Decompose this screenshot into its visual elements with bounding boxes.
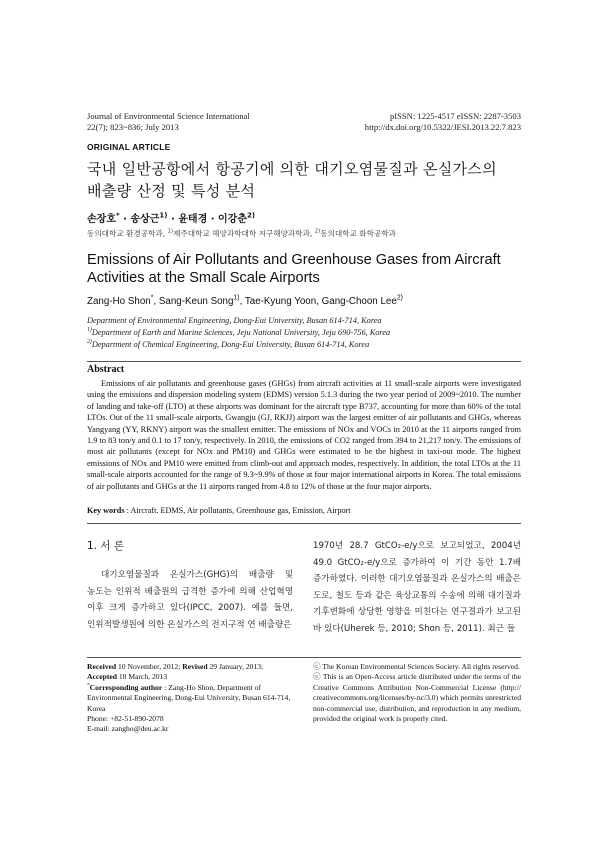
- korean-title-line1: 국내 일반공항에서 항공기에 의한 대기오염물질과 온실가스의: [87, 160, 497, 178]
- affil-mark: 1): [167, 228, 174, 235]
- affil-text: Department of Chemical Engineering, Dong-Eui University, Busan 614-714, Korea: [91, 340, 370, 349]
- accepted-label: Accepted: [87, 672, 117, 682]
- korean-title: [87, 158, 527, 202]
- keywords-text: : Aircraft. EDMS, Air pollutants, Greenhouse gas, Emission, Airport: [124, 506, 351, 515]
- body-left-column: [87, 538, 293, 633]
- journal-header: [87, 111, 250, 133]
- doi-link[interactable]: http://dx.doi.org/10.5322/JESI.2013.22.7.823: [364, 122, 521, 132]
- english-author-1: Zang-Ho Shon: [87, 296, 151, 307]
- korean-author-1: 손장호: [87, 214, 116, 225]
- author-mark: 2): [396, 294, 403, 302]
- korean-affiliations: [87, 228, 396, 239]
- accepted-date: 18 March, 2013: [116, 672, 168, 682]
- author-mark: *: [115, 211, 120, 220]
- english-affil-line2: [87, 327, 527, 339]
- english-affiliations: [87, 315, 527, 351]
- english-title: [87, 251, 527, 287]
- korean-title-line2: 배출량 산정 및 특성 분석: [87, 182, 256, 200]
- corresponding-author: [87, 683, 297, 714]
- author-mark: 2): [246, 211, 256, 220]
- received-date: 10 November, 2012;: [116, 662, 183, 671]
- english-affil-line1: Department of Environmental Engineering, Dong-Eui University, Busan 614-714, Korea: [87, 316, 382, 325]
- footnote-right: [313, 662, 521, 724]
- korean-author-3: 윤태경: [178, 214, 208, 225]
- revised-label: Revised: [182, 662, 208, 671]
- copyright: ⓒ The Korean Environmental Sciences Society. All rights reserved.: [313, 662, 520, 671]
- affil-mark: 2): [87, 339, 92, 346]
- corr-label: Corresponding author: [89, 682, 163, 692]
- issn-header: [365, 111, 521, 133]
- english-title-line2: Activities at the Small Scale Airports: [87, 270, 320, 286]
- body-right-column: [313, 538, 521, 637]
- divider-top: [87, 361, 521, 362]
- journal-name: Journal of Environmental Science International: [87, 111, 250, 121]
- email[interactable]: E-mail: zangho@deu.ac.kr: [87, 724, 169, 734]
- keywords-label: Key words: [87, 506, 125, 515]
- footnote-left: [87, 662, 297, 735]
- korean-affil-0: 동의대학교 환경공학과,: [87, 229, 168, 238]
- journal-issue: 22(7); 823~836; July 2013: [87, 122, 179, 132]
- author-mark: 1): [233, 294, 240, 302]
- abstract-heading: Abstract: [87, 364, 125, 375]
- author-mark: 1): [159, 211, 168, 220]
- author-separator: ·: [167, 214, 179, 225]
- english-affil-line3: [87, 339, 527, 351]
- accepted-line: [87, 672, 297, 682]
- divider-footnote: [87, 657, 521, 658]
- english-author-3: , Tae-Kyung Yoon, Gang-Choon Lee: [239, 296, 397, 307]
- keywords: [87, 506, 521, 515]
- korean-affil-1: 제주대학교 해양과학대학 지구해양과학과,: [173, 229, 315, 238]
- corr-mark: *: [87, 682, 90, 689]
- korean-author-2: 송상근: [130, 214, 160, 225]
- dates-line: [87, 662, 297, 672]
- corr-text: : Zang-Ho Shon, Department of Environmental Engineering, Dong-Eui University, Busan 614-714, Korea: [87, 682, 291, 713]
- author-separator: ·: [119, 214, 131, 225]
- english-author-2: , Sang-Keun Song: [153, 296, 234, 307]
- korean-authors: [87, 210, 255, 225]
- revised-date: 29 January, 2013;: [207, 662, 264, 671]
- divider-mid: [87, 523, 521, 524]
- author-separator: ·: [207, 214, 218, 225]
- affil-text: Department of Earth and Marine Sciences, Jeju National University, Jeju 690-756, Korea: [91, 328, 391, 337]
- received-label: Received: [87, 662, 117, 671]
- section-heading: 1. 서 론: [87, 540, 124, 552]
- affil-mark: 2): [314, 228, 321, 235]
- license: ⓒ This is an Open-Access article distributed under the terms of the Creative Commons Attribution Non-Commercial License (http:// creativecommons.org/licenses/by-nc/3.0) which permits unrestricted non-commercial use, distribution, and reproduction in any medium, provided the original work is properly cited.: [313, 672, 521, 724]
- issn: pISSN: 1225-4517 eISSN: 2287-3503: [389, 111, 521, 121]
- body-paragraph: 1970년 28.7 GtCO₂-e/y으로 보고되었고, 2004년 49.0 GtCO₂-e/y으로 증가하여 이 기간 동안 1.7배 증가하였다. 이러한 대기오염물질과 온실가스의 배출은 도로, 철도 등과 같은 육상교통의 수송에 의해 대기질과 기후변화에 상당한 영향을 미친다는 연구결과가 보고된 바 있다(Uherek 등, 2010; Shon 등, 2011). 최근 들: [313, 541, 521, 634]
- article-type: ORIGINAL ARTICLE: [87, 142, 171, 152]
- affil-mark: 1): [87, 327, 92, 334]
- phone: Phone: +82-51-890-2078: [87, 714, 164, 724]
- author-mark: *: [150, 294, 154, 302]
- body-paragraph: 대기오염물질과 온실가스(GHG)의 배출량 및 농도는 인위적 배출원의 급격한 증가에 의해 산업혁명 이후 크게 증가하고 있다(IPCC, 2007). 예를 들면, 인위적발생원에 의한 온실가스의 전지구적 연 배출량은: [87, 570, 293, 630]
- abstract-text: Emissions of air pollutants and greenhouse gases (GHGs) from aircraft activities at 11 small-scale airports were investigated using the emissions and dispersion modeling system (EDMS) version 5.1.3 during the two year period of 2009~2010. The number of landing and take-off (LTO) at these airports was dominant for the aircraft type B737, accounting for more than 60% of the total LTOs. Out of the 11 small-scale airports, Gwangju (GJ, RKJJ) airport was the largest emitter of air pollutants and GHGs, whereas Yangyang (YY, RKNY) airport was the smallest emitter. The emissions of NOx and VOCs in 2010 at the 11 airports ranged from 1.9 to 83 ton/y and 0.1 to 17 ton/y, respectively. In 2010, the emissions of CO2 ranged from 394 to 21,217 ton/y. The emissions of most air pollutants (except for NOx and PM10) and GHGs were estimated to be the highest in taxi-out mode. The highest emissions of NOx and PM10 were emitted from climb-out and approach modes, respectively. In addition, the total LTOs at the 11 small-scale airports accounted for the range of 9.3~9.9% of those at four major international airports in Korea. The total emissions of air pollutants and GHGs at the 11 airports ranged from 4.8 to 12% of those at the four major airports.: [87, 379, 521, 491]
- english-authors: [87, 296, 403, 307]
- english-title-line1: Emissions of Air Pollutants and Greenhouse Gases from Aircraft: [87, 252, 501, 268]
- korean-affil-2: 동의대학교 화학공학과: [320, 229, 396, 238]
- korean-author-4: 이강춘: [218, 214, 247, 225]
